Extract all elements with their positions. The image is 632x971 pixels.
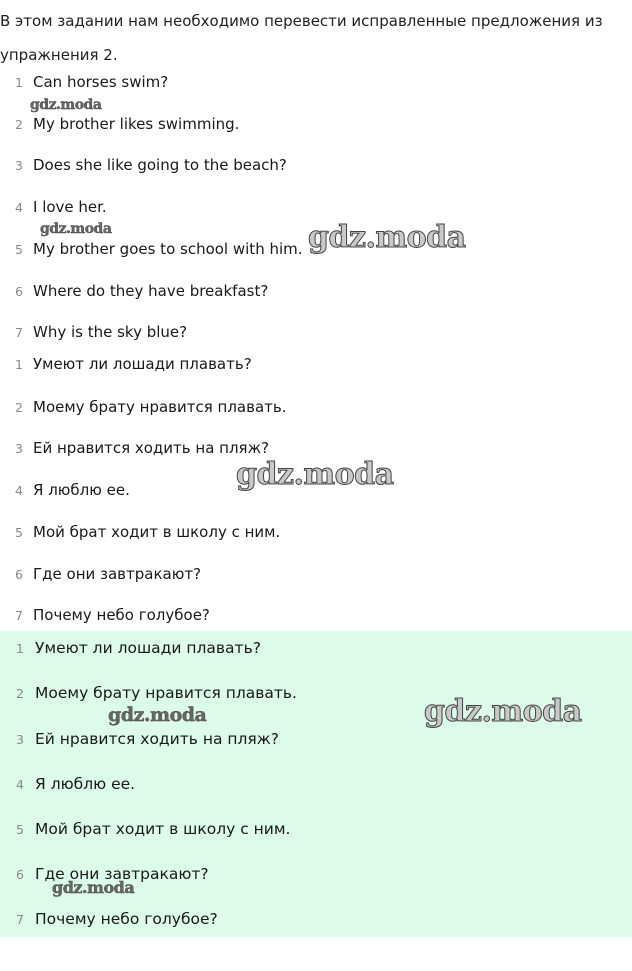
item-text: Моему брату нравится плавать. [35, 684, 297, 702]
watermark: gdz.moda [236, 457, 394, 492]
item-number: 4 [15, 482, 23, 498]
item-number: 7 [15, 324, 23, 340]
item-number: 2 [16, 685, 24, 701]
item-text: Умеют ли лошади плавать? [33, 355, 252, 373]
watermark: gdz.moda [308, 220, 466, 255]
item-number: 7 [15, 607, 23, 623]
item-number: 6 [15, 566, 23, 582]
item-number: 2 [15, 116, 23, 132]
item-text: Почему небо голубое? [35, 910, 218, 928]
item-text: I love her. [33, 198, 107, 216]
item-number: 5 [16, 821, 24, 837]
item-text: Я люблю ее. [35, 775, 136, 793]
item-text: Где они завтракают? [33, 565, 202, 583]
task-intro: В этом задании нам необходимо перевести исправленные предложения из упражнения 2. [0, 12, 603, 64]
item-number: 3 [15, 157, 23, 173]
item-number: 4 [15, 199, 23, 215]
item-number: 1 [15, 74, 23, 90]
item-number: 6 [15, 283, 23, 299]
item-number: 4 [16, 776, 24, 792]
watermark: gdz.moda [40, 221, 112, 237]
item-text: Почему небо голубое? [33, 606, 210, 624]
item-text: Мой брат ходит в школу с ним. [33, 523, 281, 541]
item-text: Умеют ли лошади плавать? [35, 639, 261, 657]
watermark: gdz.moda [108, 704, 207, 726]
item-number: 3 [15, 440, 23, 456]
item-number: 3 [16, 731, 24, 747]
watermark: gdz.moda [424, 694, 582, 729]
item-number: 7 [16, 911, 24, 927]
item-text: My brother likes swimming. [33, 115, 240, 133]
item-text: Моему брату нравится плавать. [33, 398, 287, 416]
item-text: Can horses swim? [33, 73, 169, 91]
item-number: 6 [16, 866, 24, 882]
item-text: Ей нравится ходить на пляж? [35, 730, 279, 748]
item-text: Why is the sky blue? [33, 323, 188, 341]
item-text: Where do they have breakfast? [33, 282, 269, 300]
item-text: My brother goes to school with him. [33, 240, 303, 258]
item-text: Я люблю ее. [33, 481, 130, 499]
item-number: 5 [15, 524, 23, 540]
item-number: 2 [15, 399, 23, 415]
item-text: Ей нравится ходить на пляж? [33, 439, 270, 457]
watermark: gdz.moda [30, 97, 102, 113]
item-text: Где они завтракают? [35, 865, 209, 883]
item-number: 1 [16, 640, 24, 656]
item-text: Мой брат ходит в школу с ним. [35, 820, 291, 838]
item-number: 1 [15, 356, 23, 372]
item-number: 5 [15, 241, 23, 257]
watermark: gdz.moda [52, 878, 135, 897]
item-text: Does she like going to the beach? [33, 156, 287, 174]
